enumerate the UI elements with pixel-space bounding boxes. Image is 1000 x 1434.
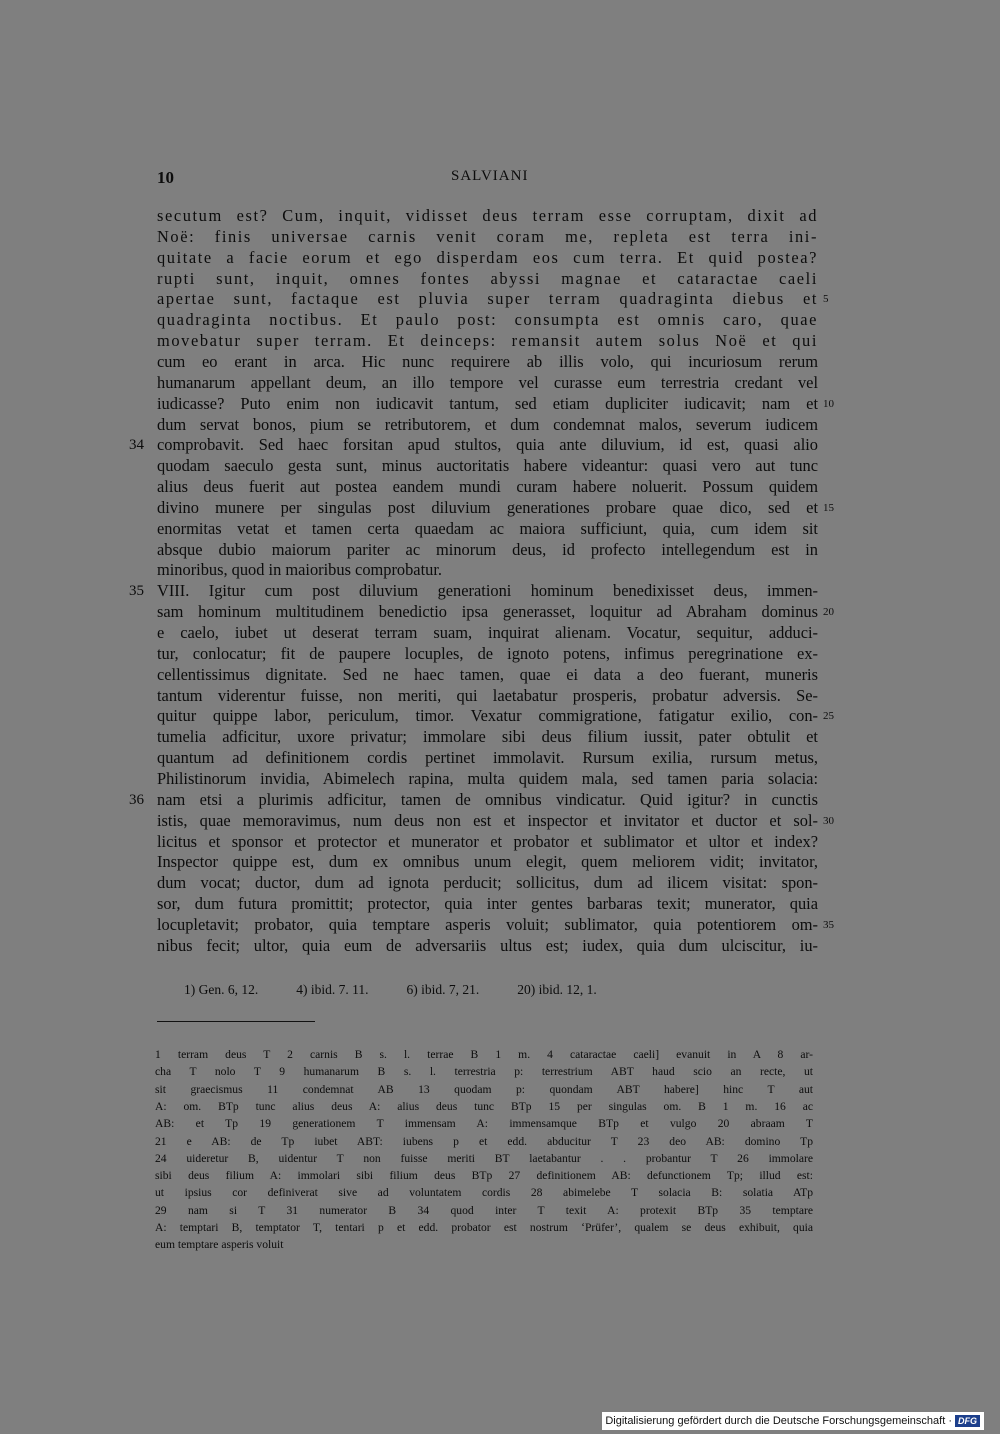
text-line: cum eo erant in arca. Hic nunc requirere ab illis volo, qui incuriosum rerum (157, 351, 818, 371)
apparatus-line: eum temptare asperis voluit (155, 1238, 284, 1252)
text-line: VIII. Igitur cum post diluvium generationi hominum benedixisset deus, immen- (157, 581, 818, 601)
section-number: 35 (129, 583, 144, 600)
apparatus-line: 1 terram deus T 2 carnis B s. l. terrae B 1 m. 4 cataractae caeli] evanuit in A 8 ar- (155, 1048, 813, 1061)
dfg-logo: DFG (955, 1415, 980, 1427)
text-line: comprobavit. Sed haec forsitan apud stultos, quia ante diluvium, id est, quasi alio (157, 435, 818, 455)
line-number: 20 (823, 606, 834, 619)
text-line: quitur quippe labor, periculum, timor. Vexatur commigratione, fatigatur exilio, con- (157, 706, 818, 726)
text-line: rupti sunt, inquit, omnes fontes abyssi magnae et cataractae caeli (157, 268, 818, 288)
line-number: 5 (823, 293, 829, 306)
text-line: enormitas vetat et tamen certa quaedam ac maiora sufficiunt, quia, cum idem sit (157, 518, 818, 538)
text-line: cellentissimus dignitate. Sed ne haec tamen, quae ei data a deo fuerant, muneris (157, 664, 818, 684)
source-note: 1) Gen. 6, 12. (184, 982, 259, 997)
text-line: iudicasse? Puto enim non iudicavit tantum, sed etiam dupliciter iudicavit; nam et (157, 393, 818, 413)
apparatus-line: 29 nam si T 31 numerator B 34 quod inter T texit A: protexit BTp 35 temptare (155, 1203, 813, 1217)
text-line: nibus fecit; ultor, quia eum de adversariis ultus est; iudex, quia dum ulciscitur, iu- (157, 935, 818, 955)
text-line: nam etsi a plurimis adficitur, tamen de omnibus vindicatur. Quid igitur? in cunctis (157, 789, 818, 809)
running-title: SALVIANI (451, 168, 529, 184)
footer-bar (602, 1412, 984, 1430)
text-line: sam hominum multitudinem benedictio ipsa generasset, loquitur ad Abraham dominus (157, 602, 818, 622)
line-number: 30 (823, 814, 834, 827)
text-line: istis, quae memoravimus, num deus non est et inspector et invitator et ductor et sol- (157, 810, 818, 830)
footnote-rule (157, 1021, 315, 1022)
text-line: licitus et sponsor et protector et munerator et probator et sublimator et ultor et index? (157, 831, 818, 851)
text-line: tumelia adficitur, uxore privatur; immolare sibi deus filium iussit, pater obtulit et (157, 727, 818, 747)
text-line: tur, conlocatur; fit de paupere locuples, de ignoto potens, infimus peregrinatione ex- (157, 643, 818, 663)
page-number: 10 (157, 168, 174, 187)
apparatus-line: 21 e AB: de Tp iubet ABT: iubens p et edd. abducitur T 23 deo AB: domino Tp (155, 1134, 813, 1148)
text-line: apertae sunt, factaque est pluvia super terram quadraginta diebus et (157, 289, 818, 309)
text-line: minoribus, quod in maioribus comprobatur. (157, 560, 442, 580)
line-number: 35 (823, 918, 834, 931)
text-line: dum servat bonos, pium se retributorem, et dum condemnat malos, severum iudicem (157, 414, 818, 434)
apparatus-line: 24 uideretur B, uidentur T non fuisse meriti BT laetabantur . . probantur T 26 immolare (155, 1151, 813, 1165)
line-number: 25 (823, 710, 834, 723)
text-line: Noë: finis universae carnis venit coram me, repleta est terra ini- (157, 226, 818, 246)
text-line: movebatur super terram. Et deinceps: remansit autem solus Noë et qui (157, 331, 818, 351)
text-line: Philistinorum invidia, Abimelech rapina, multa quidem mala, sed tamen paria solacia: (157, 768, 818, 788)
source-note: 4) ibid. 7. 11. (296, 982, 369, 997)
line-number: 15 (823, 501, 834, 514)
apparatus-line: sit graecismus 11 condemnat AB 13 quodam p: quondam ABT habere] hinc T aut (155, 1082, 813, 1096)
text-line: absque dubio maiorum pariter ac minorum deus, id profecto intellegendum est in (157, 539, 818, 559)
source-note: 20) ibid. 12, 1. (517, 982, 597, 997)
text-line: quitate a facie eorum et ego disperdam eos cum terra. Et quid postea? (157, 247, 818, 267)
text-line: dum vocat; ductor, dum ad ignota perducit; sollicitus, dum ad ilicem visitat: spon- (157, 873, 818, 893)
text-line: quodam saeculo gesta sunt, minus auctoritatis habere videantur: quasi vero aut tunc (157, 456, 818, 476)
section-number: 36 (129, 791, 144, 808)
apparatus-line: ut ipsius cor definiverat sive ad voluntatem cordis 28 abimelebe T solacia B: solatia ATp (155, 1186, 813, 1200)
text-line: locupletavit; probator, quia temptare asperis voluit; sublimator, quia potentiorem om- (157, 914, 818, 934)
apparatus-line: AB: et Tp 19 generationem T immensam A: immensamque BTp et vulgo 20 abraam T (155, 1117, 813, 1131)
apparatus-line: cha T nolo T 9 humanarum B s. l. terrestria p: terrestrium ABT haud scio an recte, ut (155, 1065, 813, 1079)
source-notes (184, 980, 635, 1000)
text-line: divino munere per singulas post diluvium generationes probare quae dico, sed et (157, 497, 818, 517)
text-line: tantum viderentur fuisse, non meriti, qui laetabatur prosperis, probatur adversis. Se- (157, 685, 818, 705)
text-line: quantum ad definitionem cordis pertinet immolavit. Rursum exilia, rursum metus, (157, 748, 818, 768)
text-line: secutum est? Cum, inquit, vidisset deus terram esse corruptam, dixit ad (157, 206, 818, 225)
section-number: 34 (129, 437, 144, 454)
apparatus-line: A: om. BTp tunc alius deus A: alius deus tunc BTp 15 per singulas om. B 1 m. 16 ac (155, 1099, 813, 1113)
text-line: Inspector quippe est, dum ex omnibus unum elegit, quem meliorem vidit; invitator, (157, 852, 818, 872)
text-line: sor, dum futura promittit; protector, quia inter gentes barbaras texit; munerator, quia (157, 894, 818, 914)
text-line: humanarum appellant deum, an illo tempore vel curasse eum terrestria credant vel (157, 372, 818, 392)
apparatus-line: A: temptari B, temptator T, tentari p et edd. probator est nostrum ‘Prüfer’, qualem se deus exhibuit, quia (155, 1221, 813, 1234)
line-number: 10 (823, 397, 834, 410)
apparatus-line: sibi deus filium A: immolari sibi filium deus BTp 27 definitionem AB: defunctionem Tp; illud est: (155, 1169, 813, 1183)
text-line: quadraginta noctibus. Et paulo post: consumpta est omnis caro, quae (157, 310, 818, 330)
text-line: e caelo, iubet ut deserat terram suam, inquirat alienam. Vocatur, sequitur, adduci- (157, 623, 818, 642)
text-line: alius deus fuerit aut postea eandem mundi curam habere noluerit. Possum quidem (157, 477, 818, 497)
source-note: 6) ibid. 7, 21. (406, 982, 480, 997)
footer-text: Digitalisierung gefördert durch die Deutsche Forschungsgemeinschaft · (605, 1415, 952, 1427)
